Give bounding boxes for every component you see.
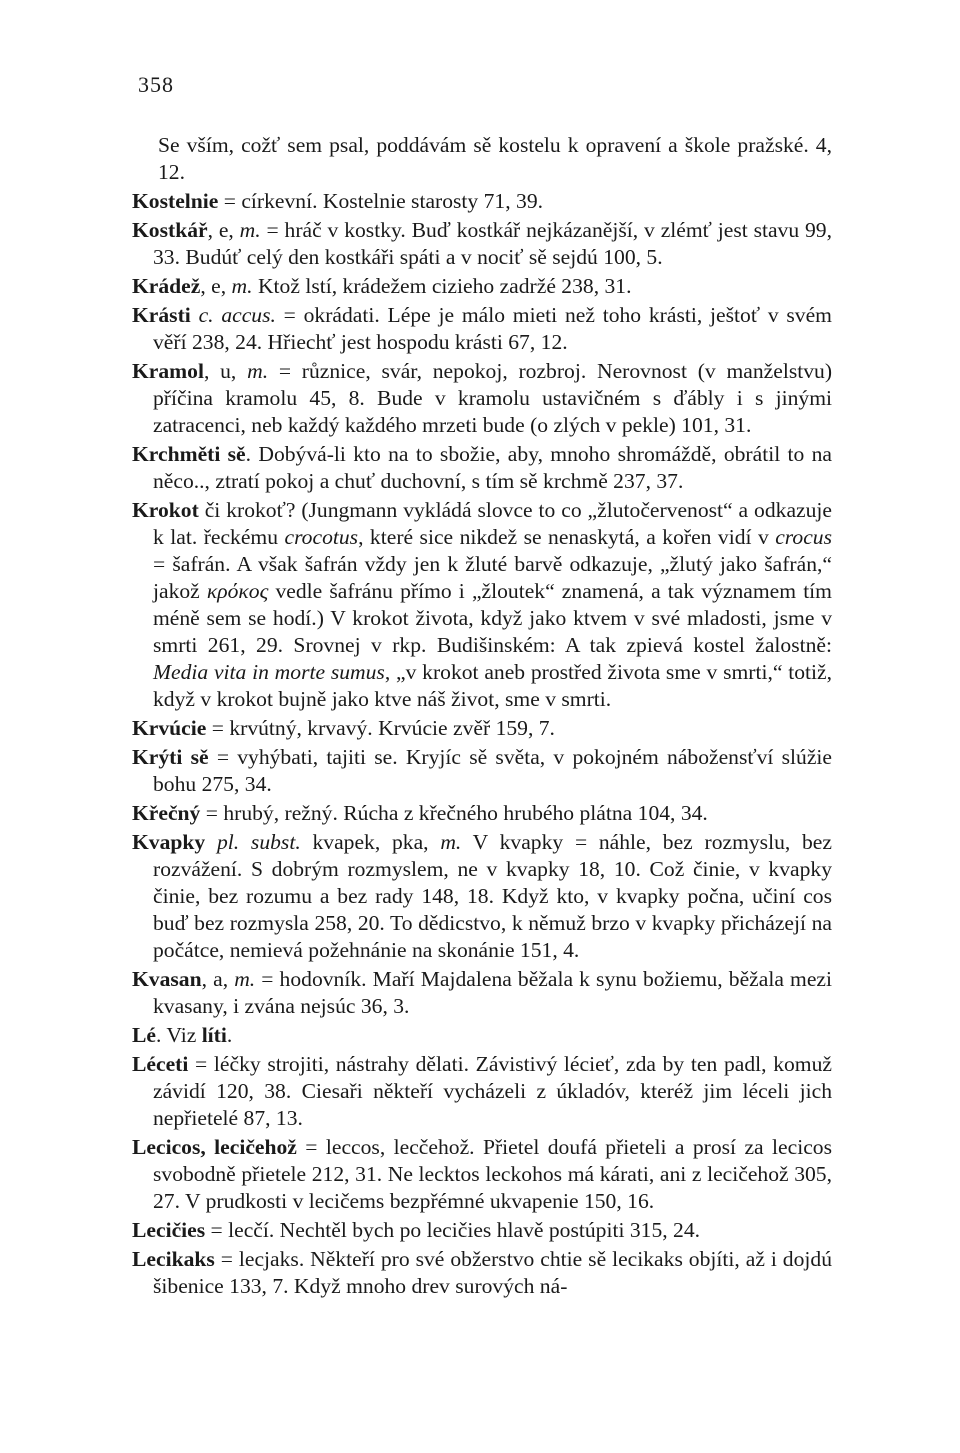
- entry-text: = hrubý, režný. Rúcha z křečného hrubého plátna 104, 34.: [200, 801, 708, 825]
- entry-headword: Krokot: [132, 498, 199, 522]
- dictionary-entry: [132, 1246, 832, 1300]
- entry-text: kvapek, pka,: [300, 830, 441, 854]
- entry-italic-text: κρόκος: [206, 579, 269, 603]
- entry-text: či krokoť? (Jungmann vykládá slovce to co „žlutočervenost“ a odkazuje k lat. řeckému: [153, 498, 832, 549]
- entry-headword: líti: [201, 1023, 227, 1047]
- entry-italic-text: m.: [247, 359, 269, 383]
- entry-italic-text: crocus: [775, 525, 832, 549]
- dictionary-entry: [132, 1051, 832, 1132]
- dictionary-entry: [132, 1134, 832, 1215]
- entry-headword: Křečný: [132, 801, 201, 825]
- dictionary-entry: [132, 966, 832, 1020]
- entry-text: = hodovník. Maří Majdalena běžala k synu božiemu, běžala mezi kvasany, i zvána nejsúc 36, 3.: [153, 967, 832, 1018]
- entry-text: = krvútný, krvavý. Krvúcie zvěř 159, 7.: [206, 716, 555, 740]
- entry-text: vedle šafránu přímo i „žloutek“ znamená, a tak významem tím méně sem se hodí.) V krokot života, když jako ktvem v své mladosti, jsme v smrti 261, 29. Srovnej v rkp. Budišinském: A tak zpievá kostel žalostně:: [153, 579, 832, 657]
- entry-italic-text: crocotus: [284, 525, 359, 549]
- entry-text: = různice, svár, nepokoj, rozbroj. Nerovnost (v manželstvu) příčina kramolu 45, 8. Bude v kramolu ustavičném s ďábly i s jinými zatracenci, neb každý každého mrzeti bude (o zlých v pekle) 101, 31.: [153, 359, 833, 437]
- entry-headword: Krvúcie: [132, 716, 207, 740]
- entry-italic-text: m.: [239, 218, 261, 242]
- entry-headword: Kvasan: [132, 967, 202, 991]
- entry-italic-text: c. accus.: [198, 303, 276, 327]
- dictionary-entry: [132, 302, 832, 356]
- entry-headword: Krchměti sě: [132, 442, 246, 466]
- dictionary-entry: [132, 1217, 832, 1244]
- dictionary-entry: [132, 715, 832, 742]
- dictionary-entry: [132, 441, 832, 495]
- dictionary-entry: [132, 358, 832, 439]
- entry-text: = církevní. Kostelnie starosty 71, 39.: [218, 189, 544, 213]
- entry-text: , e,: [200, 274, 232, 298]
- entry-text: = okrádati. Lépe je málo mieti než toho krásti, ještoť v svém věří 238, 24. Hřiechť jest hospodu krásti 67, 12.: [153, 303, 832, 354]
- dictionary-entry: [132, 188, 832, 215]
- entry-text: = hráč v kostky. Buď kostkář nejkázanější, v zlémť jest stavu 99, 33. Budúť celý den kostkáři spáti a v nociť sě sejdú 100, 5.: [153, 218, 832, 269]
- entry-text: = vyhýbati, tajiti se. Kryjíc sě světa, v pokojném nábožensťví slúžie bohu 275, 34.: [153, 745, 832, 796]
- entry-text: = léčky strojiti, nástrahy dělati. Závistivý lécieť, zda by ten padl, komuž závidí 120, 38. Ciesaři někteří vycházeli z úkladóv, kteréž jim léceli jich nepřietelé 87, 13.: [153, 1052, 832, 1130]
- entry-headword: Kramol: [132, 359, 204, 383]
- entry-text: , a,: [201, 967, 235, 991]
- entry-italic-text: pl. subst.: [216, 830, 301, 854]
- dictionary-entry: [132, 497, 832, 713]
- entry-headword: Lé: [132, 1023, 156, 1047]
- entry-headword: Krýti sě: [132, 745, 209, 769]
- entry-headword: Léceti: [132, 1052, 189, 1076]
- dictionary-entry: [132, 800, 832, 827]
- entry-list: [132, 188, 832, 1300]
- entry-italic-text: Media vita in morte sumus: [153, 660, 385, 684]
- entry-headword: Krádež: [132, 274, 201, 298]
- entry-headword: Kostelnie: [132, 189, 219, 213]
- entry-text: . Viz: [156, 1023, 202, 1047]
- dictionary-entry: [132, 217, 832, 271]
- dictionary-entry: [132, 273, 832, 300]
- dictionary-entry: [132, 829, 832, 964]
- entry-headword: Kvapky: [132, 830, 206, 854]
- entry-text: . Dobývá-li kto na to sbožie, aby, mnoho shromáždě, obrátil to na něco.., ztratí pokoj a chuť duchovní, s tím sě krchmě 237, 37.: [153, 442, 833, 493]
- entry-text: , e,: [207, 218, 240, 242]
- entry-text: Ktož lstí, krádežem cizieho zadržé 238, 31.: [252, 274, 632, 298]
- entry-text: = leccos, lecčehož. Přietel doufá přieteli a prosí za lecicos svobodně přietele 212, 31. Ne lecktos leckohos má kárati, ani z lecičehož 305, 27. V prudkosti v lecičems bezpřémné ukvapenie 150, 16.: [153, 1135, 832, 1213]
- entry-text: [205, 830, 217, 854]
- entry-text: = lecčí. Nechtěl bych po lecičies hlavě postúpiti 315, 24.: [205, 1218, 701, 1242]
- dictionary-entries: [132, 132, 832, 1302]
- entry-headword: Lecicos, lecičehož: [132, 1135, 297, 1159]
- dictionary-entry: [132, 744, 832, 798]
- entry-headword: Krásti: [132, 303, 191, 327]
- entry-headword: Lecikaks: [132, 1247, 215, 1271]
- entry-text: V kvapky = náhle, bez rozmyslu, bez rozvážení. S dobrým rozmyslem, ne v kvapky 18, 10. Což činie, v kvapky činie, bez rozumu a bez rady 148, 18. Když kto, v kvapky počna, učiní cos buď bez rozmysla 258, 20. To dědicstvo, k němuž brzo v kvapky přicházejí na počátce, nemievá požehnánie na skonánie 151, 4.: [153, 830, 832, 962]
- entry-text: = šafrán. A však šafrán vždy jen k žluté barvě odkazuje, „žlutý jako šafrán,“ jakož: [153, 552, 832, 603]
- entry-text: , které sice nikdež se nenaskytá, a kořen vidí v: [358, 525, 776, 549]
- entry-text: , u,: [203, 359, 248, 383]
- dictionary-entry: [132, 1022, 832, 1049]
- page-number: 358: [138, 72, 174, 97]
- entry-italic-text: m.: [440, 830, 462, 854]
- entry-text: .: [226, 1023, 233, 1047]
- entry-text: [191, 303, 199, 327]
- entry-headword: Kostkář: [132, 218, 208, 242]
- entry-text: , „v krokot aneb prostřed života sme v smrti,“ totiž, když v krokot bujně jako ktve náš život, sme v smrti.: [153, 660, 832, 711]
- entry-italic-text: m.: [231, 274, 253, 298]
- intro-paragraph: Se vším, cožť sem psal, poddávám sě kostelu k opravení a škole pražské. 4, 12.: [158, 133, 832, 184]
- entry-headword: Lecičies: [132, 1218, 206, 1242]
- entry-text: = lecjaks. Někteří pro své obžerstvo chtie sě lecikaks objíti, až i dojdú šibenice 133, 7. Když mnoho drev surových ná-: [153, 1247, 832, 1298]
- entry-italic-text: m.: [234, 967, 256, 991]
